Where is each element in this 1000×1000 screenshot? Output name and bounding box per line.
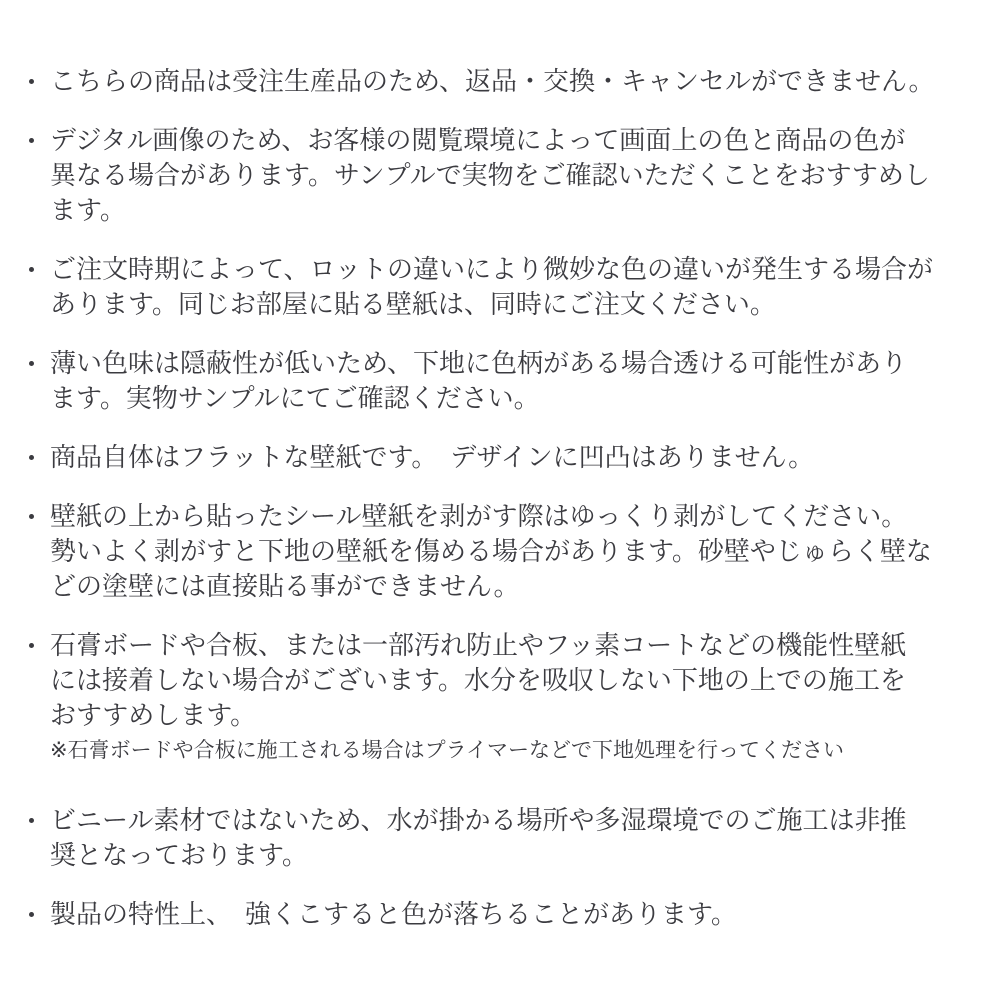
text-line: ご注文時期によって、ロットの違いにより微妙な色の違いが発生する場合が	[50, 254, 933, 284]
list-item	[28, 440, 960, 475]
text-line: おすすめします。	[50, 700, 257, 730]
bullet-icon	[29, 138, 34, 143]
bullet-icon	[29, 79, 34, 84]
text-line: 製品の特性上、 強くこすると色が落ちることがあります。	[50, 899, 737, 929]
list-item	[28, 499, 960, 604]
list-item	[28, 628, 960, 768]
list-item	[28, 897, 960, 932]
text-line: 商品自体はフラットな壁紙です。 デザインに凹凸はありません。	[50, 442, 815, 472]
list-item	[28, 123, 960, 228]
list-item	[28, 346, 960, 416]
text-line: 勢いよく剥がすと下地の壁紙を傷める場合があります。砂壁やじゅらく壁な	[50, 536, 932, 566]
footnote-line: ※石膏ボードや合板に施工される場合はプライマーなどで下地処理を行ってください	[50, 739, 844, 762]
text-line: デジタル画像のため、お客様の閲覧環境によって画面上の色と商品の色が	[50, 125, 906, 155]
text-line: 薄い色味は隠蔽性が低いため、下地に色柄がある場合透ける可能性があり	[50, 348, 907, 378]
text-line: 壁紙の上から貼ったシール壁紙を剥がす際はゆっくり剥がしてください。	[50, 501, 908, 531]
text-line: こちらの商品は受注生産品のため、返品・交換・キャンセルができません。	[50, 66, 935, 96]
list-item	[28, 64, 960, 99]
list-item	[28, 803, 960, 873]
bullet-icon	[29, 267, 34, 272]
bullet-icon	[29, 818, 34, 823]
text-line: ます。	[50, 195, 126, 225]
text-line: あります。同じお部屋に貼る壁紙は、同時にご注文ください。	[50, 289, 776, 319]
text-line: ます。実物サンプルにてご確認ください。	[50, 383, 540, 413]
list-item	[28, 252, 960, 322]
text-line: には接着しない場合がございます。水分を吸収しない下地の上での施工を	[50, 665, 906, 695]
bullet-icon	[29, 912, 34, 917]
text-line: 石膏ボードや合板、または一部汚れ防止やフッ素コートなどの機能性壁紙	[50, 630, 907, 660]
bullet-icon	[29, 514, 34, 519]
bullet-icon	[29, 361, 34, 366]
text-line: 奨となっております。	[50, 840, 308, 870]
bullet-icon	[29, 643, 34, 648]
text-line: どの塗壁には直接貼る事ができません。	[50, 571, 520, 601]
bullet-icon	[29, 455, 34, 460]
text-line: ビニール素材ではないため、水が掛かる場所や多湿環境でのご施工は非推	[50, 805, 907, 835]
text-line: 異なる場合があります。サンプルで実物をご確認いただくことをおすすめし	[50, 160, 930, 190]
